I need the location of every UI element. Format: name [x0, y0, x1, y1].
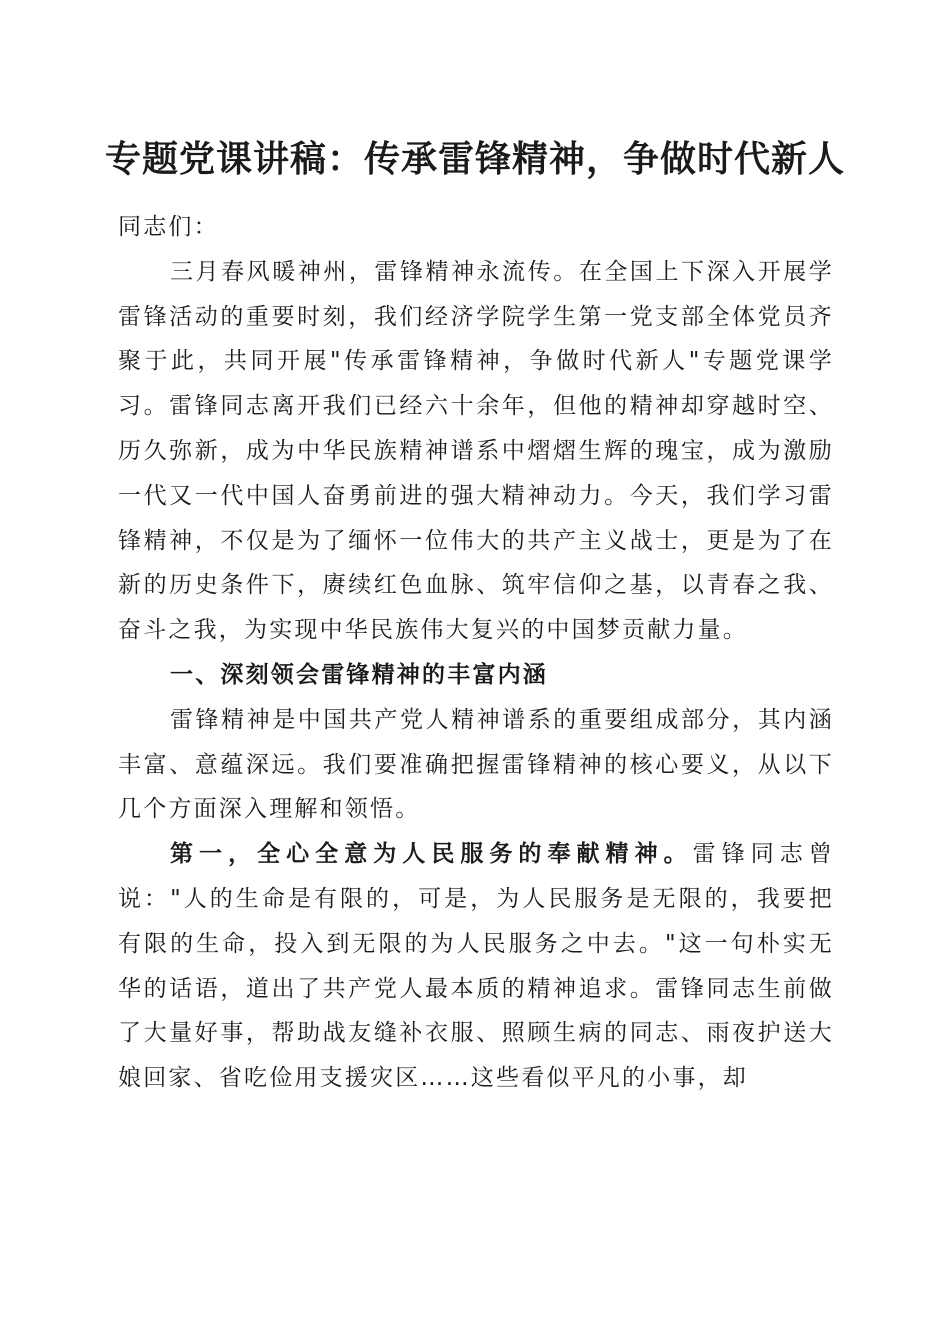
point-body: 雷锋同志曾说："人的生命是有限的，可是，为人民服务是无限的，我要把有限的生命，投入到无限的为人民服务之中去。"这一句朴实无华的话语，道出了共产党人最本质的精神追求。雷锋同志生前做了大量好事，帮助战友缝补衣服、照顾生病的同志、雨夜护送大娘回家、省吃俭用支援灾区……这些看似平凡的小事，却 [118, 841, 834, 1092]
document-title: 专题党课讲稿：传承雷锋精神，争做时代新人 [104, 138, 845, 180]
section-heading: 一、深刻领会雷锋精神的丰富内涵 [170, 661, 548, 688]
point-lead: 第一，全心全意为人民服务的奉献精神。 [170, 841, 693, 868]
document-body [118, 205, 834, 1101]
point-paragraph [118, 832, 834, 1101]
intro-paragraph: 三月春风暖神州，雷锋精神永流传。在全国上下深入开展学雷锋活动的重要时刻，我们经济学院学生第一党支部全体党员齐聚于此，共同开展"传承雷锋精神，争做时代新人"专题党课学习。雷锋同志离开我们已经六十余年，但他的精神却穿越时空、历久弥新，成为中华民族精神谱系中熠熠生辉的瑰宝，成为激励一代又一代中国人奋勇前进的强大精神动力。今天，我们学习雷锋精神，不仅是为了缅怀一位伟大的共产主义战士，更是为了在新的历史条件下，赓续红色血脉、筑牢信仰之基，以青春之我、奋斗之我，为实现中华民族伟大复兴的中国梦贡献力量。 [118, 258, 834, 644]
salutation: 同志们： [118, 214, 219, 240]
section-intro-paragraph: 雷锋精神是中国共产党人精神谱系的重要组成部分，其内涵丰富、意蕴深远。我们要准确把握雷锋精神的核心要义，从以下几个方面深入理解和领悟。 [118, 706, 834, 823]
